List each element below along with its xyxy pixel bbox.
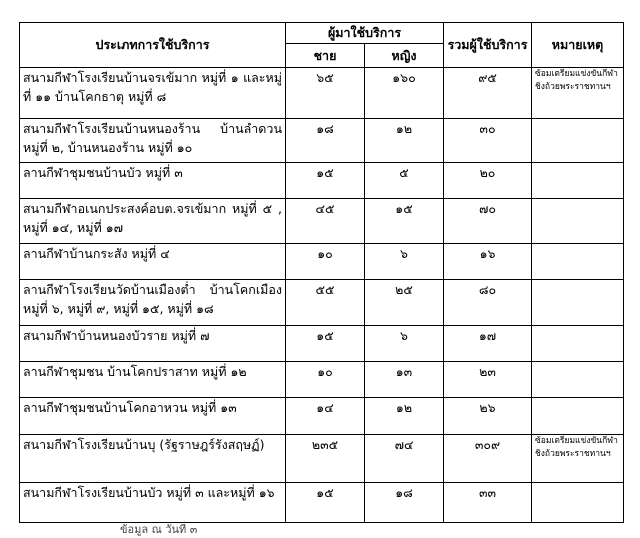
female-count-cell: ๑๘ xyxy=(365,483,444,523)
header-total: รวมผู้ใช้บริการ xyxy=(444,23,532,68)
total-count-cell: ๒๐ xyxy=(444,163,532,199)
service-name-cell: สนามกีฬาโรงเรียนบ้านบุ (รัฐราษฎร์รังสฤษฏ์) xyxy=(20,435,286,483)
male-count-cell: ๑๐ xyxy=(286,244,365,280)
remark-cell xyxy=(532,163,624,199)
male-count-cell: ๕๕ xyxy=(286,280,365,326)
service-name-cell: สนามกีฬาบ้านหนองบัวราย หมู่ที่ ๗ xyxy=(20,326,286,362)
header-users: ผู้มาใช้บริการ xyxy=(286,23,444,44)
female-count-cell: ๖ xyxy=(365,326,444,362)
female-count-cell: ๗๔ xyxy=(365,435,444,483)
male-count-cell: ๑๕ xyxy=(286,163,365,199)
footer-note: ข้อมูล ณ วันที่ ๓ xyxy=(120,523,198,536)
service-name-cell: ลานกีฬาโรงเรียนวัดบ้านเมืองต่ำ บ้านโคกเมือง หมู่ที่ ๖, หมู่ที่ ๙, หมู่ที่ ๑๕, หมู่ที่ ๑๘ xyxy=(20,280,286,326)
male-count-cell: ๑๘ xyxy=(286,119,365,163)
table-row xyxy=(20,483,624,523)
table-row xyxy=(20,280,624,326)
header-male: ชาย xyxy=(286,44,365,68)
table-row xyxy=(20,326,624,362)
male-count-cell: ๑๐ xyxy=(286,362,365,398)
male-count-cell: ๖๕ xyxy=(286,68,365,119)
table-row xyxy=(20,199,624,244)
total-count-cell: ๒๖ xyxy=(444,398,532,435)
remark-cell xyxy=(532,119,624,163)
service-name-cell: ลานกีฬาชุมชนบ้านโคกอาหวน หมู่ที่ ๑๓ xyxy=(20,398,286,435)
total-count-cell: ๘๐ xyxy=(444,280,532,326)
remark-cell xyxy=(532,199,624,244)
table-row xyxy=(20,244,624,280)
total-count-cell: ๑๖ xyxy=(444,244,532,280)
remark-cell xyxy=(532,398,624,435)
male-count-cell: ๒๓๕ xyxy=(286,435,365,483)
total-count-cell: ๓๐ xyxy=(444,119,532,163)
female-count-cell: ๑๒ xyxy=(365,119,444,163)
service-name-cell: ลานกีฬาชุมชนบ้านบัว หมู่ที่ ๓ xyxy=(20,163,286,199)
remark-cell xyxy=(532,280,624,326)
male-count-cell: ๑๕ xyxy=(286,326,365,362)
male-count-cell: ๑๔ xyxy=(286,398,365,435)
remark-cell xyxy=(532,362,624,398)
total-count-cell: ๙๕ xyxy=(444,68,532,119)
total-count-cell: ๒๓ xyxy=(444,362,532,398)
service-usage-table xyxy=(19,22,624,523)
header-female: หญิง xyxy=(365,44,444,68)
female-count-cell: ๖ xyxy=(365,244,444,280)
remark-cell xyxy=(532,244,624,280)
female-count-cell: ๑๕ xyxy=(365,199,444,244)
service-name-cell: สนามกีฬาโรงเรียนบ้านบัว หมู่ที่ ๓ และหมู่ที่ ๑๖ xyxy=(20,483,286,523)
header-service-type: ประเภทการใช้บริการ xyxy=(20,23,286,68)
remark-cell xyxy=(532,483,624,523)
table-row xyxy=(20,362,624,398)
female-count-cell: ๑๓ xyxy=(365,362,444,398)
service-name-cell: สนามกีฬาโรงเรียนบ้านจรเข้มาก หมู่ที่ ๑ และหมู่ที่ ๑๑ บ้านโคกธาตุ หมู่ที่ ๘ xyxy=(20,68,286,119)
service-name-cell: สนามกีฬาโรงเรียนบ้านหนองร้าน บ้านลำดวน หมู่ที่ ๒, บ้านหนองร้าน หมู่ที่ ๑๐ xyxy=(20,119,286,163)
table-row xyxy=(20,119,624,163)
male-count-cell: ๑๕ xyxy=(286,483,365,523)
table-row xyxy=(20,398,624,435)
total-count-cell: ๗๐ xyxy=(444,199,532,244)
female-count-cell: ๑๖๐ xyxy=(365,68,444,119)
service-name-cell: ลานกีฬาบ้านกระสัง หมู่ที่ ๔ xyxy=(20,244,286,280)
total-count-cell: ๓๐๙ xyxy=(444,435,532,483)
male-count-cell: ๔๕ xyxy=(286,199,365,244)
service-name-cell: ลานกีฬาชุมชน บ้านโคกปราสาท หมู่ที่ ๑๒ xyxy=(20,362,286,398)
table-row xyxy=(20,68,624,119)
service-name-cell: สนามกีฬาอเนกประสงค์อบต.จรเข้มาก หมู่ที่ ๕ , หมู่ที่ ๑๔, หมู่ที่ ๑๗ xyxy=(20,199,286,244)
table-row xyxy=(20,163,624,199)
total-count-cell: ๓๓ xyxy=(444,483,532,523)
remark-cell xyxy=(532,326,624,362)
total-count-cell: ๑๗ xyxy=(444,326,532,362)
female-count-cell: ๒๕ xyxy=(365,280,444,326)
female-count-cell: ๑๒ xyxy=(365,398,444,435)
female-count-cell: ๕ xyxy=(365,163,444,199)
remark-cell: ซ้อมเตรียมแข่งขันกีฬาชิงถ้วยพระราชทานฯ xyxy=(532,68,624,119)
table-row xyxy=(20,435,624,483)
remark-cell: ซ้อมเตรียมแข่งขันกีฬาชิงถ้วยพระราชทานฯ xyxy=(532,435,624,483)
header-remark: หมายเหตุ xyxy=(532,23,624,68)
